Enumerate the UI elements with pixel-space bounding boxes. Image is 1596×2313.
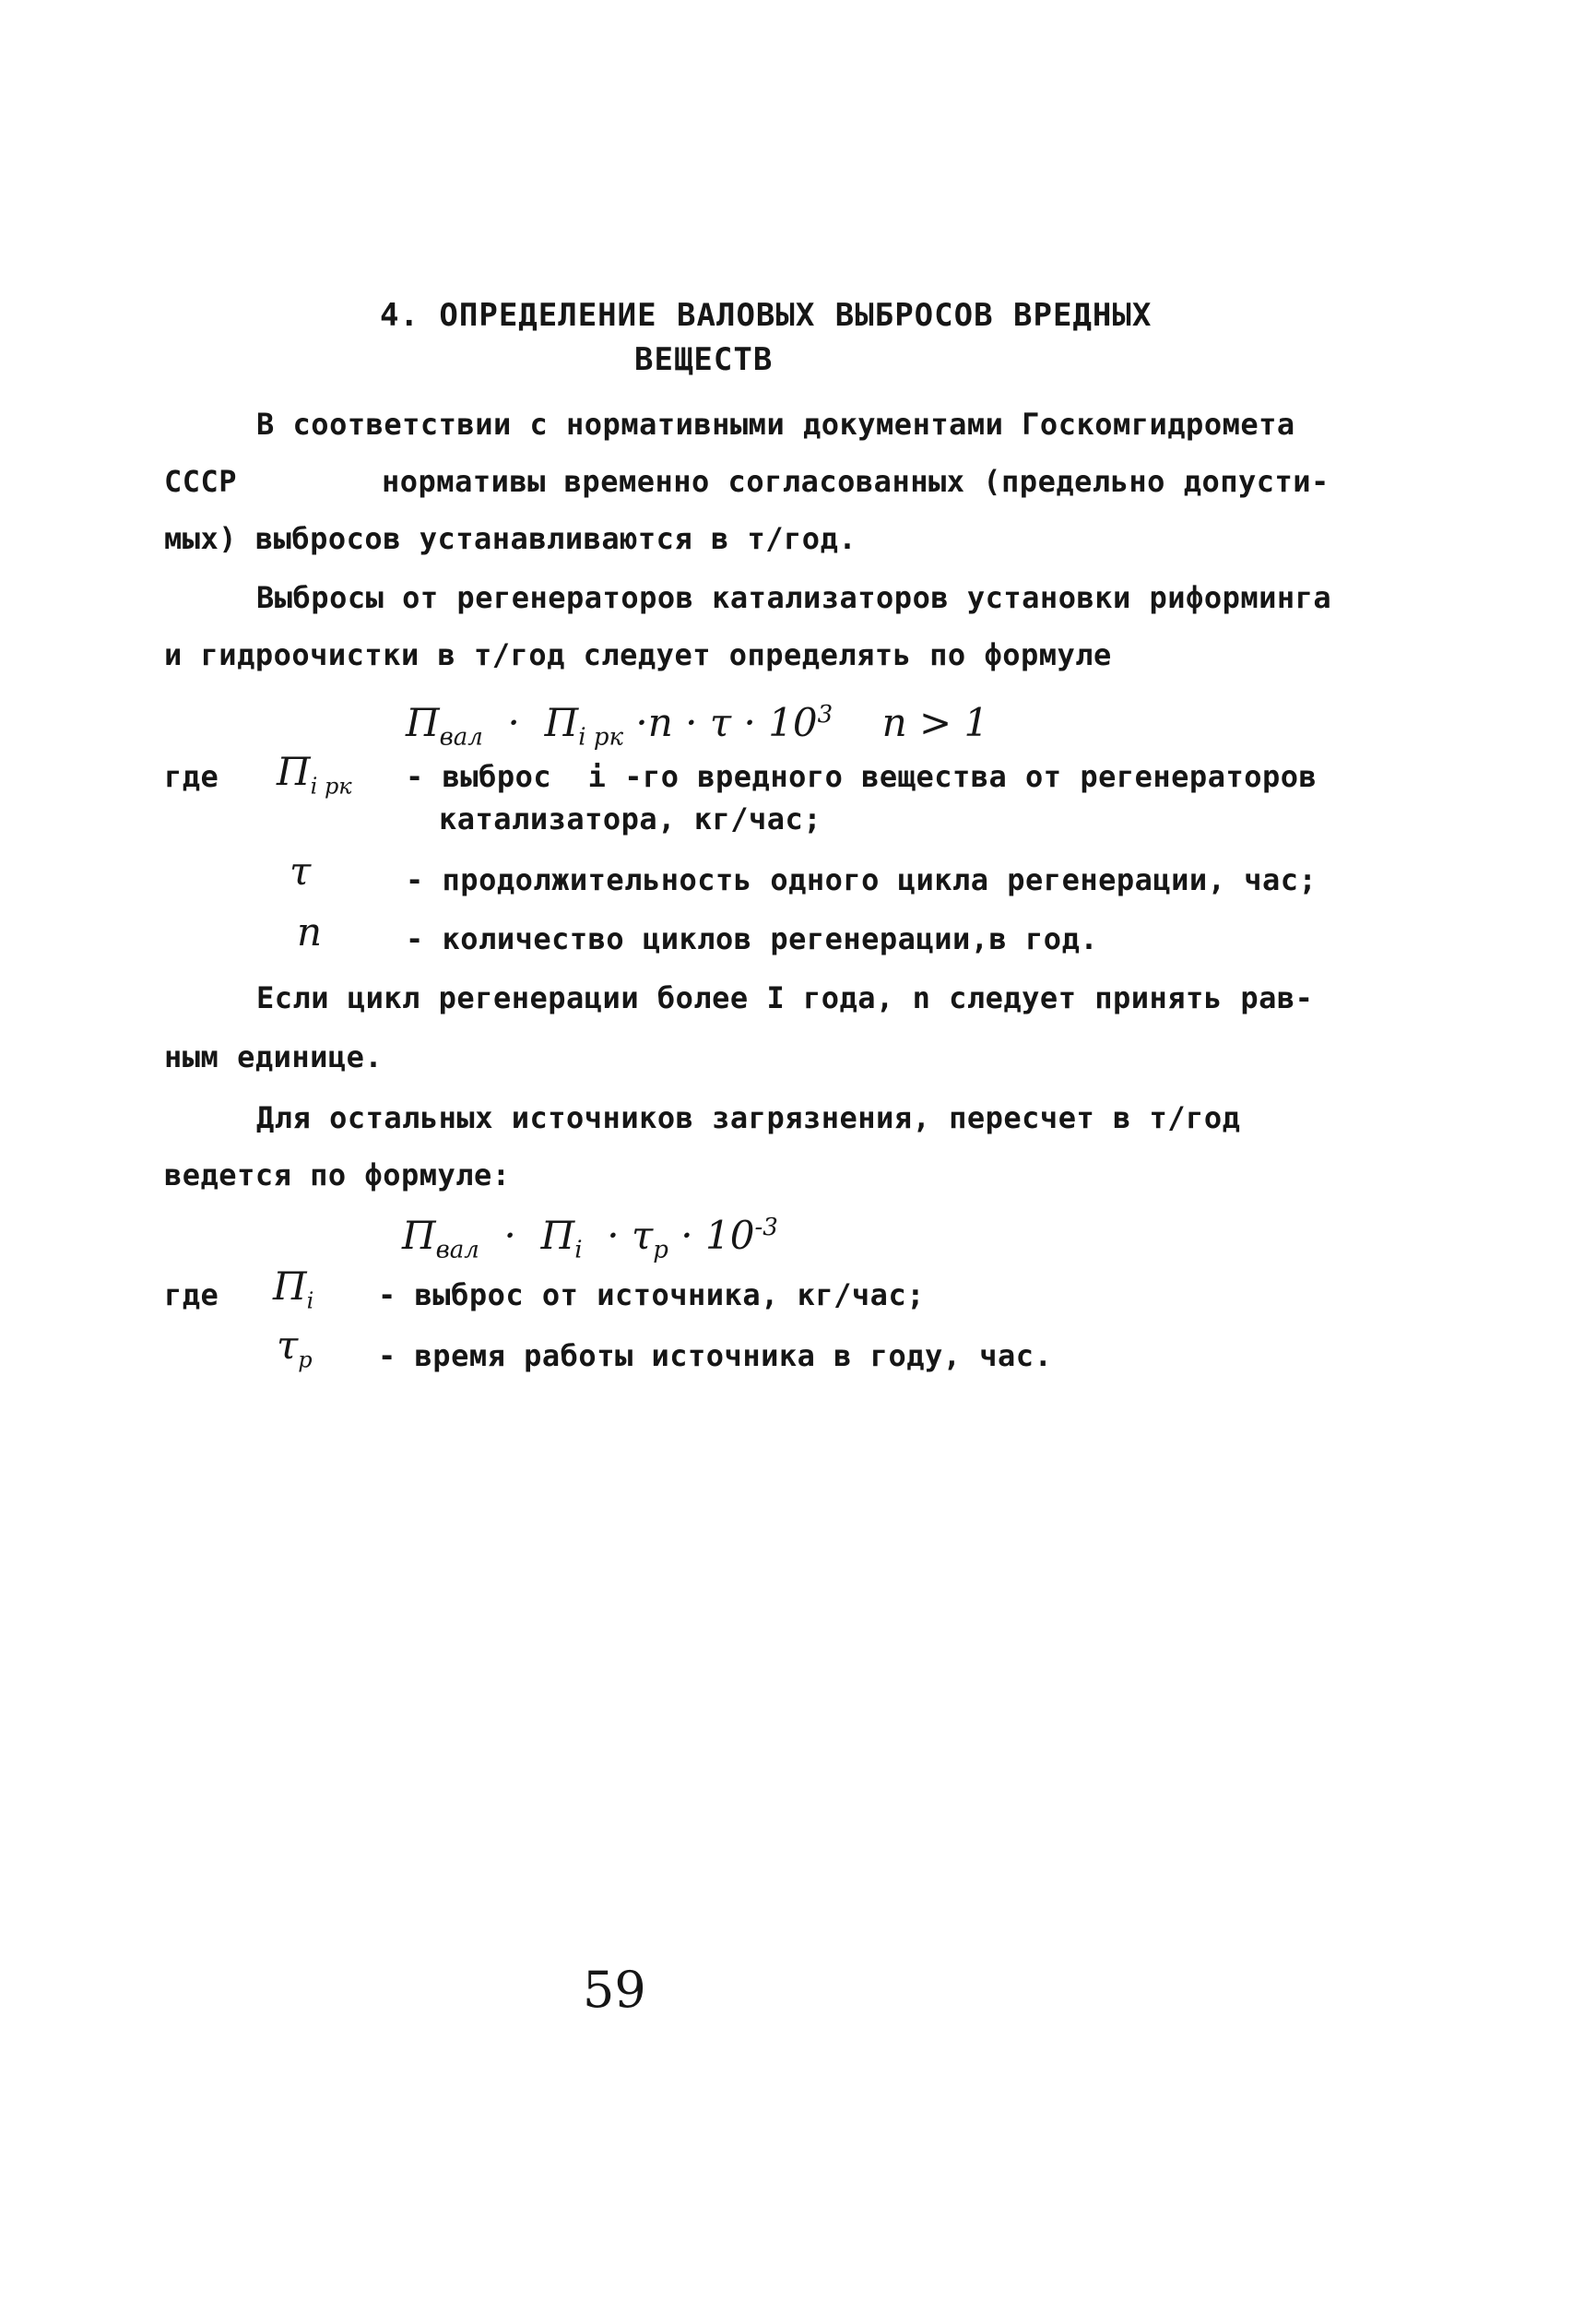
paragraph-4-line-1: Для остальных источников загрязнения, пересчет в т/год	[256, 1100, 1241, 1135]
legend-1-item-2-line-1: - продолжительность одного цикла регенерации, час;	[406, 862, 1318, 897]
legend-1-where: где	[164, 759, 219, 794]
formula-1-dot-4: ·	[743, 700, 756, 745]
formula-1-p: П	[544, 700, 579, 745]
legend-2-item-2-line-1: - время работы источника в году, час.	[378, 1338, 1053, 1373]
page-number: 59	[583, 1961, 646, 2019]
legend-2-where: где	[164, 1277, 219, 1312]
paragraph-1-line-1: В соответствии с нормативными документами Госкомгидромета	[256, 407, 1295, 442]
legend-1-symbol-tau: τ	[290, 848, 312, 894]
formula-1-n: n	[647, 700, 673, 745]
formula-2-dot-3: ·	[680, 1213, 693, 1258]
formula-2-p-sub: i	[574, 1236, 583, 1264]
formula-1-dot-2: ·	[635, 700, 648, 745]
formula-2-p: П	[540, 1213, 575, 1258]
legend-1-symbol-n: n	[297, 909, 323, 955]
formula-1-ten-exponent: 3	[817, 701, 833, 729]
formula-gross-emission-other-sources	[402, 1204, 778, 1273]
legend-2-symbol-tau-p: $\tau_р$	[277, 1323, 313, 1373]
legend-1-item-3-line-1: - количество циклов регенерации,в год.	[406, 921, 1099, 956]
formula-gross-emission-regenerators	[406, 692, 988, 760]
paragraph-2-line-1: Выбросы от регенераторов катализаторов установки риформинга	[256, 580, 1332, 615]
legend-1-symbol-p-irk: $П_{i рк}$	[277, 749, 352, 800]
formula-1-dot-3: ·	[685, 700, 698, 745]
section-heading-line-1: 4. ОПРЕДЕЛЕНИЕ ВАЛОВЫХ ВЫБРОСОВ ВРЕДНЫХ	[380, 297, 1153, 334]
legend-1-item-1-line-1: - выброс i -го вредного вещества от регенераторов	[406, 759, 1318, 794]
paragraph-1-line-3: мых) выбросов устанавливаются в т/год.	[164, 521, 857, 556]
formula-2-tau: τ	[632, 1213, 654, 1258]
section-heading-line-2: ВЕЩЕСТВ	[634, 341, 774, 378]
paragraph-1-line-2-b: нормативы временно согласованных (предельно допусти-	[382, 464, 1330, 499]
legend-1-item-1-line-2: катализатора, кг/час;	[439, 801, 822, 836]
paragraph-4-line-2: ведется по формуле:	[164, 1157, 511, 1192]
formula-2-lhs: П	[402, 1213, 436, 1258]
formula-1-dot-1: ·	[507, 700, 520, 745]
legend-2-symbol-p-i: $П_i$	[273, 1263, 314, 1314]
formula-1-lhs: П	[406, 700, 440, 745]
formula-1-lhs-sub: вал	[439, 723, 483, 752]
formula-1-condition: n > 1	[881, 700, 989, 745]
formula-1-tau: τ	[709, 700, 732, 745]
formula-2-ten: 10	[704, 1213, 755, 1258]
formula-2-dot-1: ·	[503, 1213, 516, 1258]
formula-2-dot-2: ·	[607, 1213, 620, 1258]
formula-1-ten: 10	[768, 700, 818, 745]
formula-2-lhs-sub: вал	[435, 1236, 479, 1264]
formula-2-ten-exponent: -3	[754, 1214, 778, 1241]
paragraph-2-line-2: и гидроочистки в т/год следует определять по формуле	[164, 637, 1112, 672]
paragraph-1-line-2-a: СССР	[164, 464, 238, 499]
formula-2-tau-sub: р	[653, 1236, 668, 1264]
paragraph-3-line-2: ным единице.	[164, 1039, 384, 1074]
legend-2-item-1-line-1: - выброс от источника, кг/час;	[378, 1277, 925, 1312]
paragraph-3-line-1: Если цикл регенерации более I года, n следует принять рав-	[256, 980, 1314, 1015]
formula-1-p-sub: i рк	[578, 723, 623, 752]
